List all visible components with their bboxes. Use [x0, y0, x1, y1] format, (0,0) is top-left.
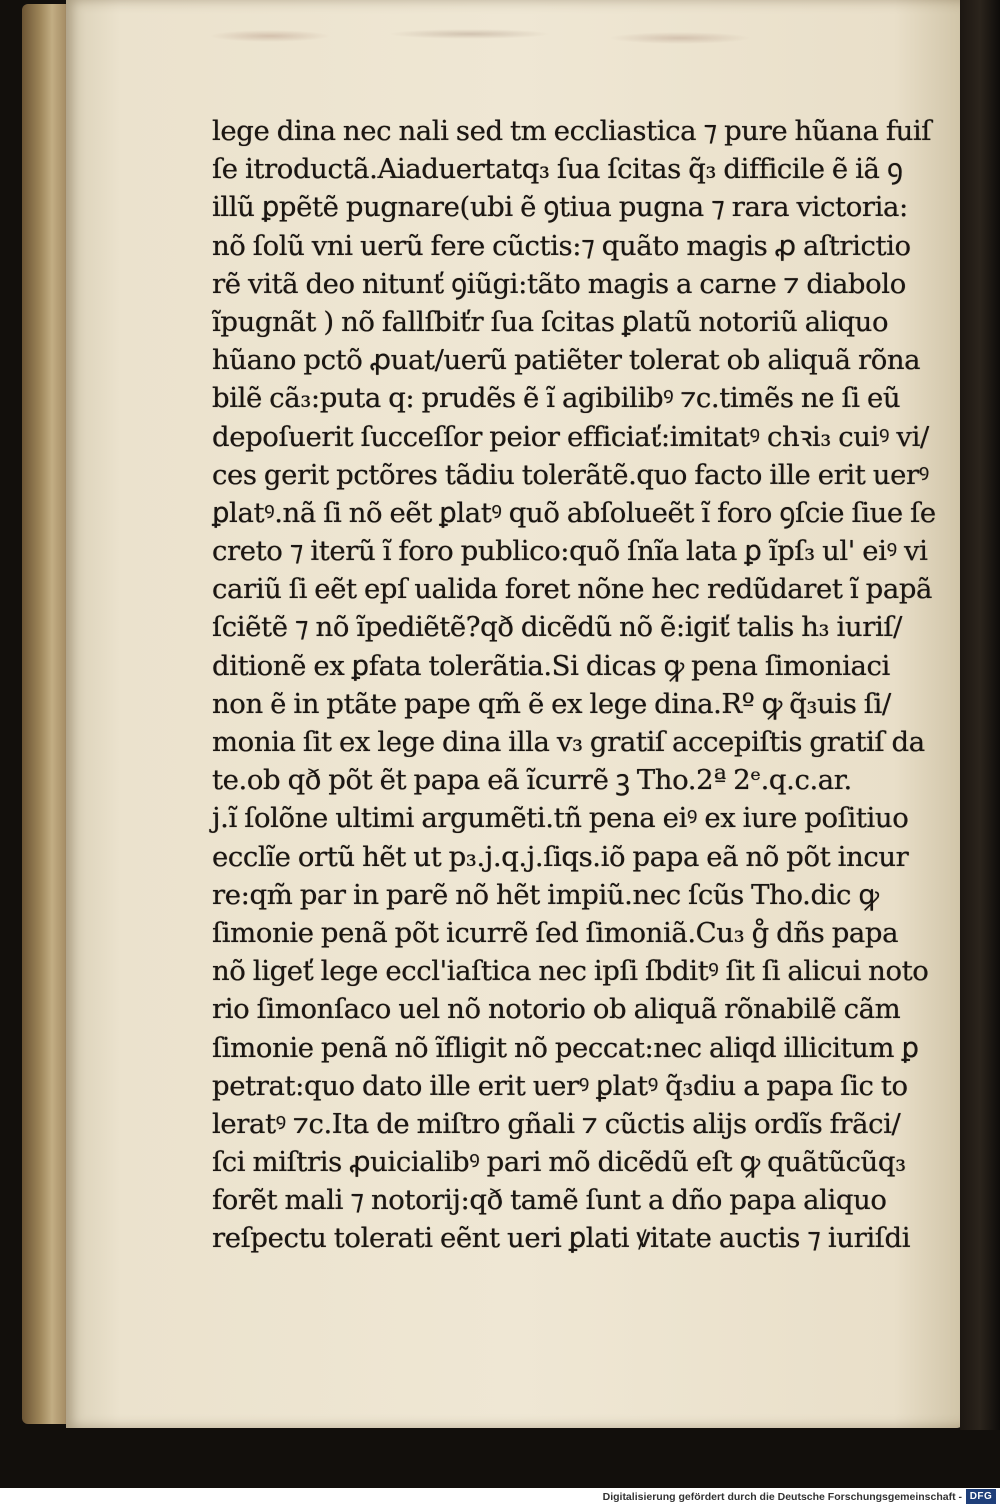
text-line: reſpectu tolerati eẽnt ueri ꝑlati ꝟitate auctis ⁊ iuriſdi	[212, 1222, 911, 1255]
text-line: lege dina nec nali sed tm ecclіastica ⁊ pure hũana fuiſ	[212, 115, 932, 147]
text-line: ſe itroductã.Aiaduertatq₃ ſua ſcitas q̃₃ difficile ẽ iã ꝯ	[212, 153, 903, 186]
text-line: forẽt mali ⁊ notorij:qð tamẽ ſunt a dño papa aliquo	[212, 1184, 887, 1217]
text-line: ſimonie penã nõ ĩfligit nõ peccat:nec aliqd illicitum ꝑ	[212, 1031, 919, 1064]
footer-bar	[0, 1488, 1000, 1506]
text-line: j.ĩ ſolõne ultimi argumẽti.tñ pena eiꝰ ex iure poſitiuo	[212, 802, 909, 835]
text-line: cariũ ſi eẽt epſ ualida foret nõne hec redũdaret ĩ papã	[212, 573, 933, 606]
text-line: rẽ vitã deo nitunť ꝯiũgi:tãto magis a carne ⁊ diabolo	[212, 267, 906, 300]
text-line: leratꝰ ⁊c.Ita de miſtro gñali ⁊ cũctis alijs ordĩs frãci/	[212, 1107, 901, 1140]
text-line: ſci miſtris ꝓuicialibꝰ pari mõ dicẽdũ eſt ꝙ quãtũcũq₃	[212, 1146, 906, 1179]
text-line: te.ob qð põt ẽt papa eã ĩcurrẽ ꝫ Tho.2ª 2ᵉ.q.c.ar.	[212, 764, 852, 797]
text-line: nõ ligeť lege eccl'iaſtica nec ipſi ſbditꝰ ſit ſi alicui noto	[212, 955, 929, 988]
text-line: hũano pctõ ꝓuat/uerũ patiẽter tolerat ob aliquã rõna	[212, 344, 921, 377]
text-line: ecclĩe ortũ hẽt ut p₃.j.q.j.ſiqs.iõ papa eã nõ põt incur	[212, 840, 909, 873]
text-line: bilẽ cã₃:puta q: prudẽs ẽ ĩ agibilibꝰ ⁊c.timẽs ne ſi eũ	[212, 382, 901, 415]
text-line: rio ſimonſaco uel nõ notorio ob aliquã rõnabilẽ cãm	[212, 993, 901, 1026]
text-line: depoſuerit ſucceſſor peior efficiať:imitatꝰ chꝛi₃ cuiꝰ vi/	[212, 420, 929, 453]
book-page-edges	[22, 4, 72, 1424]
text-line: creto ⁊ iterũ ĩ foro publico:quõ ſnĩa lata ꝑ ĩpſ₃ ul' eiꝰ vi	[212, 535, 928, 568]
text-line: ſimonie penã põt icurrẽ ſed ſimoniã.Cu₃ g̊ dñs papa	[212, 916, 899, 949]
text-line: non ẽ in ptãte pape qm̃ ẽ ex lege dina.Rº ꝙ q̃₃uis ſi/	[212, 687, 891, 720]
text-line: monia ſit ex lege dina illa v₃ gratiſ accepiſtis gratiſ da	[212, 726, 925, 758]
text-line: ſciẽtẽ ⁊ nõ ĩpediẽtẽ?qð dicẽdũ nõ ẽ:igiť talis h₃ iuriſ/	[212, 611, 902, 644]
text-line: ditionẽ ex ꝑfata tolerãtia.Si dicas ꝙ pena ſimoniaci	[212, 649, 890, 682]
text-line: ces gerit pctõres tãdiu tolerãtẽ.quo facto ille erit uerꝰ	[212, 458, 929, 491]
text-block	[212, 112, 954, 1258]
text-line: illũ ꝑpẽtẽ pugnare(ubi ẽ ꝯtiua pugna ⁊ rara victoria:	[212, 191, 908, 224]
text-line: ꝑlatꝰ.nã ſi nõ eẽt ꝑlatꝰ quõ abſolueẽt ĩ foro ꝯſcie ſiue ſe	[212, 496, 936, 529]
text-line: ĩpugnãt ) nõ fallſbiťr ſua ſcitas ꝑlatũ notoriũ aliquo	[212, 305, 889, 338]
text-line: nõ ſolũ vni uerũ fere cũctis:⁊ quãto magis ꝓ aſtrictio	[212, 229, 911, 262]
page-gutter	[960, 0, 1000, 1430]
text-line: re:qm̃ par in parẽ nõ hẽt impiũ.nec ſcũs Tho.dic ꝙ	[212, 878, 879, 911]
funding-credit: Digitalisierung gefördert durch die Deutsche Forschungsgemeinschaft -	[602, 1491, 962, 1503]
bleed-through-header	[210, 16, 770, 56]
dfg-logo: DFG	[966, 1489, 996, 1504]
text-line: petrat:quo dato ille erit uerꝰ ꝑlatꝰ q̃₃diu a papa ſic to	[212, 1069, 908, 1102]
